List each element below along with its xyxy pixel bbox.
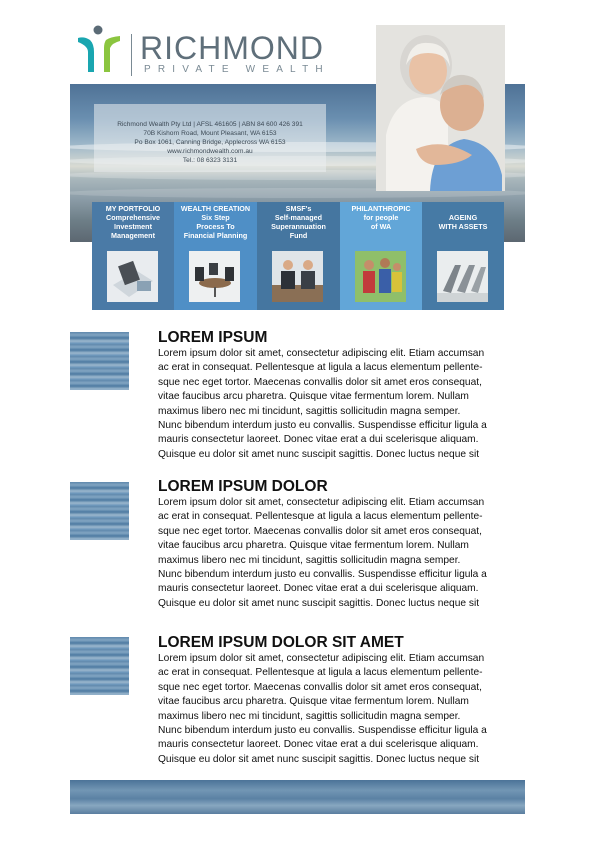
nav-tile-label: PHILANTHROPIC for people of WA	[351, 204, 411, 231]
brand-name: RICHMOND	[140, 30, 324, 66]
brand-tagline: PRIVATE WEALTH	[144, 64, 330, 75]
footer-band	[70, 780, 525, 814]
nav-tile-label: WEALTH CREATION Six Step Process To Financial Planning	[180, 204, 251, 240]
service-nav	[92, 202, 504, 310]
phone-desk-image	[107, 251, 158, 302]
contact-info-box	[94, 104, 326, 172]
section-title: LOREM IPSUM DOLOR	[158, 478, 328, 495]
couple-photo-image	[376, 25, 505, 191]
section-thumbnail	[70, 637, 129, 695]
couple-photo	[376, 25, 505, 191]
section-thumbnail	[70, 482, 129, 540]
chairs-image	[437, 251, 488, 302]
nav-tile-ageing-with-assets[interactable]	[422, 202, 504, 310]
street-address: 70B Kishorn Road, Mount Pleasant, WA 6153	[143, 130, 277, 137]
section-title: LOREM IPSUM DOLOR SIT AMET	[158, 634, 404, 651]
website-link[interactable]: www.richmondwealth.com.au	[167, 148, 253, 155]
nav-tile-smsf[interactable]	[257, 202, 340, 310]
nav-tile-label: MY PORTFOLIO Comprehensive Investment Management	[105, 204, 161, 240]
meeting-chairs-image	[189, 251, 240, 302]
section-title: LOREM IPSUM	[158, 329, 268, 346]
logo-divider	[131, 34, 132, 76]
section-thumbnail	[70, 332, 129, 390]
nav-tile-philanthropic[interactable]	[340, 202, 422, 310]
brand-logo[interactable]	[76, 24, 366, 84]
section-body: Lorem ipsum dolor sit amet, consectetur adipiscing elit. Etiam accumsan ac erat in consequat. Pellentesque at ligula a lacus elementum pellente- sque nec eget tortor. Maecenas convallis dolor sit amet eros consequat, vitae faucibus arcu pharetra. Quisque vitae fermentum lorem. Nullam maximus libero nec mi tincidunt, sagittis sollicitudin magna semper. Nunc bibendum interdum justo eu convallis. Suspendisse efficitur ligula a mauris consectetur laoreet. Donec vitae erat a dui scelerisque aliquam. Quisque eu dolor sit amet nunc suscipit sagittis. Donec luctus neque sit	[158, 497, 487, 609]
community-group-image	[355, 251, 406, 302]
nav-tile-my-portfolio[interactable]	[92, 202, 174, 310]
section-body: Lorem ipsum dolor sit amet, consectetur adipiscing elit. Etiam accumsan ac erat in consequat. Pellentesque at ligula a lacus elementum pellente- sque nec eget tortor. Maecenas convallis dolor sit amet eros consequat, vitae faucibus arcu pharetra. Quisque vitae fermentum lorem. Nullam maximus libero nec mi tincidunt, sagittis sollicitudin magna semper. Nunc bibendum interdum justo eu convallis. Suspendisse efficitur ligula a mauris consectetur laoreet. Donec vitae erat a dui scelerisque aliquam. Quisque eu dolor sit amet nunc suscipit sagittis. Donec luctus neque sit	[158, 348, 487, 460]
nav-tile-wealth-creation[interactable]	[174, 202, 257, 310]
nav-tile-label: SMSF's Self-managed Superannuation Fund	[271, 204, 326, 240]
brand-mark-icon	[76, 24, 124, 76]
section-body: Lorem ipsum dolor sit amet, consectetur adipiscing elit. Etiam accumsan ac erat in consequat. Pellentesque at ligula a lacus elementum pellente- sque nec eget tortor. Maecenas convallis dolor sit amet eros consequat, vitae faucibus arcu pharetra. Quisque vitae fermentum lorem. Nullam maximus libero nec mi tincidunt, sagittis sollicitudin magna semper. Nunc bibendum interdum justo eu convallis. Suspendisse efficitur ligula a mauris consectetur laoreet. Donec vitae erat a dui scelerisque aliquam. Quisque eu dolor sit amet nunc suscipit sagittis. Donec luctus neque sit	[158, 653, 487, 765]
business-people-image	[272, 251, 323, 302]
company-details: Richmond Wealth Pty Ltd | AFSL 461605 | ABN 84 600 426 391	[117, 121, 303, 128]
phone-number: Tel.: 08 6323 3131	[182, 157, 238, 164]
nav-tile-label: AGEING WITH ASSETS	[438, 213, 488, 231]
postal-address: Po Box 1061, Canning Bridge, Applecross WA 6153	[134, 139, 286, 146]
